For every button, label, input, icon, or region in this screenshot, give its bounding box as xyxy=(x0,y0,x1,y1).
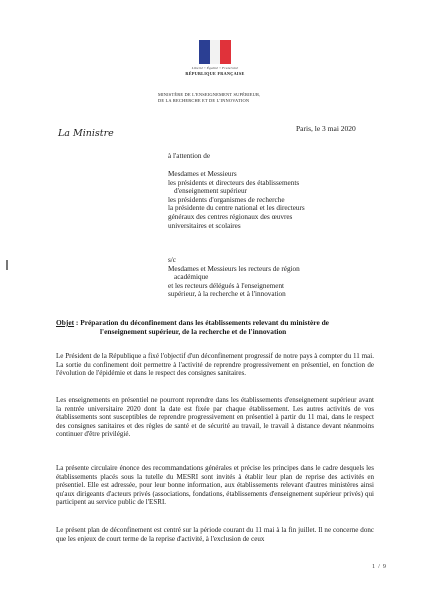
recipient-line: la présidente du centre national et les directeurs xyxy=(168,204,305,213)
cc-block xyxy=(168,256,300,299)
subject-block xyxy=(56,318,374,336)
subject-line-2: l'enseignement supérieur, de la recherche et de l'innovation xyxy=(100,327,287,336)
attention-text: à l'attention de xyxy=(168,152,211,160)
flag-blue-stripe xyxy=(199,40,210,64)
cc-label: s/c xyxy=(168,256,176,264)
subject-line-1 xyxy=(56,318,374,327)
recipient-line: d'enseignement supérieur xyxy=(174,187,247,196)
letterhead xyxy=(140,40,290,76)
cc-line: Mesdames et Messieurs les recteurs de région xyxy=(168,264,300,273)
cc-line: supérieur, à la recherche et à l'innovation xyxy=(168,290,286,299)
motto: Liberté • Égalité • Fraternité xyxy=(191,66,239,70)
subject-label: Objet xyxy=(56,318,75,327)
recipient-line: généraux des centres régionaux des œuvres xyxy=(168,212,293,221)
recipient-line: les présidents d'organismes de recherche xyxy=(168,195,285,204)
recipient-line: universitaires et scolaires xyxy=(168,221,241,230)
recipient-line: les présidents et directeurs des établissements xyxy=(168,178,300,187)
recipients-block xyxy=(168,170,305,230)
ministry-line: DE LA RECHERCHE ET DE L'INNOVATION xyxy=(158,98,250,103)
body-paragraph-4: Le présent plan de déconfinement est centré sur la période courant du 11 mai à la fin juillet. Il ne concerne donc que les enjeux de court terme de la reprise d'activité, à l'exclusion de ceux xyxy=(56,526,374,543)
flag-white-stripe xyxy=(210,40,221,64)
cc-line: et les recteurs délégués à l'enseignement xyxy=(168,281,285,290)
recipient-line: Mesdames et Messieurs xyxy=(168,170,237,178)
subject-text: : Préparation du déconfinement dans les établissements relevant du ministère de xyxy=(74,318,329,327)
flag-red-stripe xyxy=(220,40,231,64)
sender-title: La Ministre xyxy=(58,128,114,139)
ministry-line: MINISTÈRE DE L'ENSEIGNEMENT SUPÉRIEUR, xyxy=(158,92,261,97)
republic-name: RÉPUBLIQUE FRANÇAISE xyxy=(185,71,245,76)
letter-date: Paris, le 3 mai 2020 xyxy=(296,124,356,133)
margin-mark xyxy=(6,260,8,270)
body-paragraph-2: Les enseignements en présentiel ne pourront reprendre dans les établissements d'enseignement supérieur avant la rentrée universitaire 2020 dont la date est fixée par chaque établissement. Les autres activités de vos établissements sont susceptibles de reprendre progressivement en présentiel à partir du 11 mai, dans le respect des consignes sanitaires et des règles de santé et de sécurité au travail, le travail à distance devant néanmoins continuer d'être privilégié. xyxy=(56,396,374,439)
marianne-logo xyxy=(199,40,231,64)
ministry-name xyxy=(158,92,278,104)
body-paragraph-1: Le Président de la République a fixé l'objectif d'un déconfinement progressif de notre pays à compter du 11 mai. La sortie du confinement doit permettre à l'activité de reprendre progressivement en présentiel, en fonction de l'évolution de l'épidémie et dans le respect des consignes sanitaires. xyxy=(56,352,374,378)
cc-line: académique xyxy=(174,273,209,282)
attention-line xyxy=(168,152,210,161)
page-number: 1 / 9 xyxy=(372,563,387,570)
body-paragraph-3: La présente circulaire énonce des recommandations générales et précise les principes dans le cadre desquels les établissements placés sous la tutelle du MESRI sont invités à établir leur plan de reprise des activités en présentiel. Elle est adressée, pour leur bonne information, aux établissements relevant d'autres ministères ainsi qu'aux dirigeants d'acteurs privés (associations, fondations, établissements d'enseignement supérieur privés) qui participent au service public de l'ESRI. xyxy=(56,464,374,507)
